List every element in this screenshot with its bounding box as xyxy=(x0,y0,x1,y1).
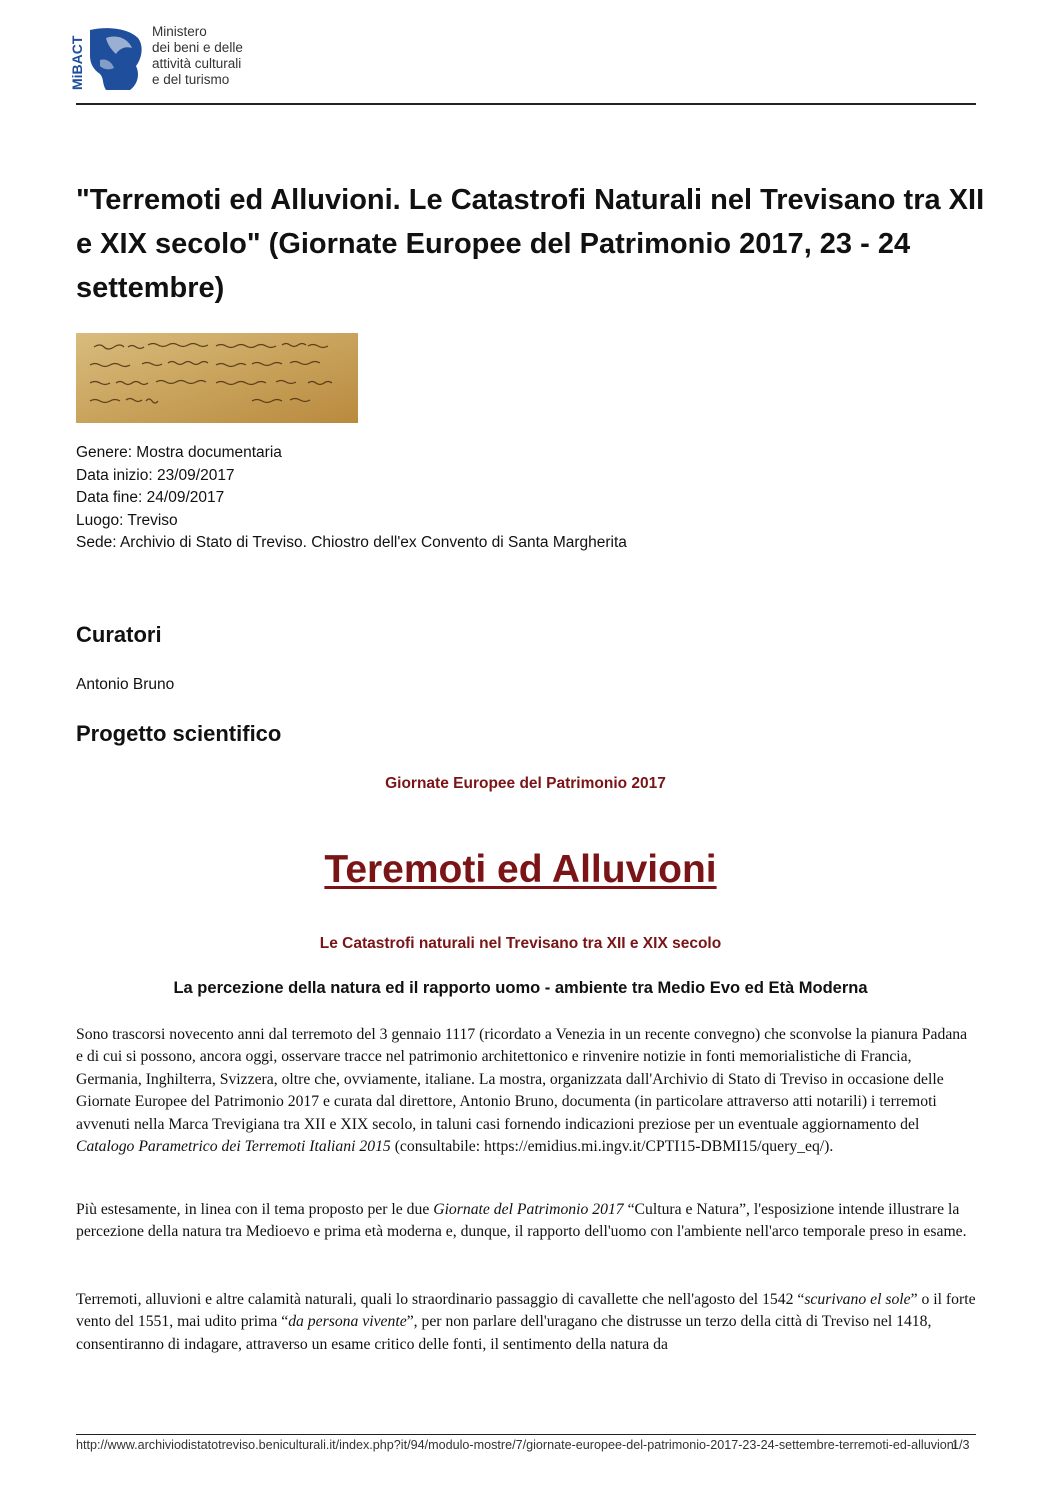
meta-luogo: Luogo: Treviso xyxy=(76,511,178,529)
progetto-heading: Progetto scientifico xyxy=(76,721,282,746)
ministry-line: Ministero xyxy=(152,24,207,39)
exhibition-subtitle: Le Catastrofi naturali nel Trevisano tra XII e XIX secolo xyxy=(319,935,722,952)
paragraph-italic: scurivano el sole xyxy=(804,1291,911,1308)
ministry-line: e del turismo xyxy=(152,72,230,87)
exhibition-subtitle-2: La percezione della natura ed il rapporto uomo - ambiente tra Medio Evo ed Età Moderna xyxy=(173,979,868,997)
paragraph-italic: Catalogo Parametrico dei Terremoti Italiani 2015 xyxy=(76,1138,391,1156)
paragraph-text: ”, per non parlare dell'uragano che distrusse un terzo della città di Treviso nel 1418, consentiranno di indagare, attraverso un esame critico delle fonti, il sentimento della natura da xyxy=(76,1313,932,1353)
footer-url-link[interactable]: http://www.archiviodistatotreviso.beniculturali.it/index.php?it/94/modulo-mostre/7/giornate-europee-del-patrimonio-2017-23-24-settembre-terremoti-ed-alluvioni xyxy=(76,1438,957,1452)
ministry-line: dei beni e delle xyxy=(152,40,243,55)
meta-data-inizio: Data inizio: 23/09/2017 xyxy=(76,466,235,484)
curatori-heading: Curatori xyxy=(76,622,162,647)
logo-wordmark: MiBACT xyxy=(69,35,85,90)
meta-genere: Genere: Mostra documentaria xyxy=(76,444,282,461)
meta-sede: Sede: Archivio di Stato di Treviso. Chiostro dell'ex Convento di Santa Margherita xyxy=(76,534,627,551)
paragraph-italic: Giornate del Patrimonio 2017 xyxy=(433,1201,624,1218)
paragraph-text: “Cultura e Natura”, l'esposizione intende illustrare la percezione della natura tra Medioevo e prima età moderna e, dunque, il rapporto dell'uomo con l'ambiente nell'arco temporale preso in esame. xyxy=(76,1201,967,1241)
event-line: Giornate Europee del Patrimonio 2017 xyxy=(385,775,666,792)
paragraph-2 xyxy=(76,1199,976,1244)
footer-divider xyxy=(76,1434,976,1435)
ministry-name xyxy=(152,24,243,88)
paragraph-italic: da persona vivente xyxy=(288,1313,407,1331)
event-details xyxy=(76,442,627,555)
curatore-name: Antonio Bruno xyxy=(76,676,175,693)
header-divider xyxy=(76,103,976,105)
mibact-logo-icon xyxy=(69,24,146,94)
manuscript-thumbnail[interactable] xyxy=(76,333,358,423)
paragraph-text: Più estesamente, in linea con il tema proposto per le due xyxy=(76,1201,434,1218)
ministry-line: attività culturali xyxy=(152,56,242,71)
paragraph-text: Sono trascorsi novecento anni dal terremoto del 3 gennaio 1117 (ricordato a Venezia in un recente convegno) che sconvolse la pianura Padana e di cui si possono, ancora oggi, osservare tracce nel patrimonio architettonico e rinvenire notizie in fonti memorialistiche di Francia, Germania, Inghilterra, Svizzera, oltre che, ovviamente, italiane. La mostra, organizzata dall'Archivio di Stato di Treviso in occasione delle Giornate Europee del Patrimonio 2017 e curata dal direttore, Antonio Bruno, documenta (in particolare attraverso atti notarili) i terremoti avvenuti nella Marca Trevigiana tra XII e XIX secolo, in taluni casi fornendo indicazioni preziose per un eventuale aggiornamento del xyxy=(76,1026,968,1133)
page-number: 1/3 xyxy=(952,1438,970,1452)
paragraph-3 xyxy=(76,1289,976,1356)
meta-data-fine: Data fine: 24/09/2017 xyxy=(76,489,225,506)
page-title: "Terremoti ed Alluvioni. Le Catastrofi Naturali nel Trevisano tra XII e XIX secolo" (Giornate Europee del Patrimonio 2017, 23 - 24 settembre) xyxy=(76,184,985,304)
exhibition-title-link[interactable]: Teremoti ed Alluvioni xyxy=(324,848,717,891)
paragraph-text: ” o il forte vento del 1551, mai udito prima “ xyxy=(76,1291,976,1331)
paragraph-text: (consultabile: https://emidius.mi.ingv.it/CPTI15-DBMI15/query_eq/). xyxy=(390,1138,834,1156)
paragraph-1 xyxy=(76,1024,976,1158)
paragraph-text: Terremoti, alluvioni e altre calamità naturali, quali lo straordinario passaggio di cavallette che nell'agosto del 1542 “ xyxy=(76,1291,805,1308)
